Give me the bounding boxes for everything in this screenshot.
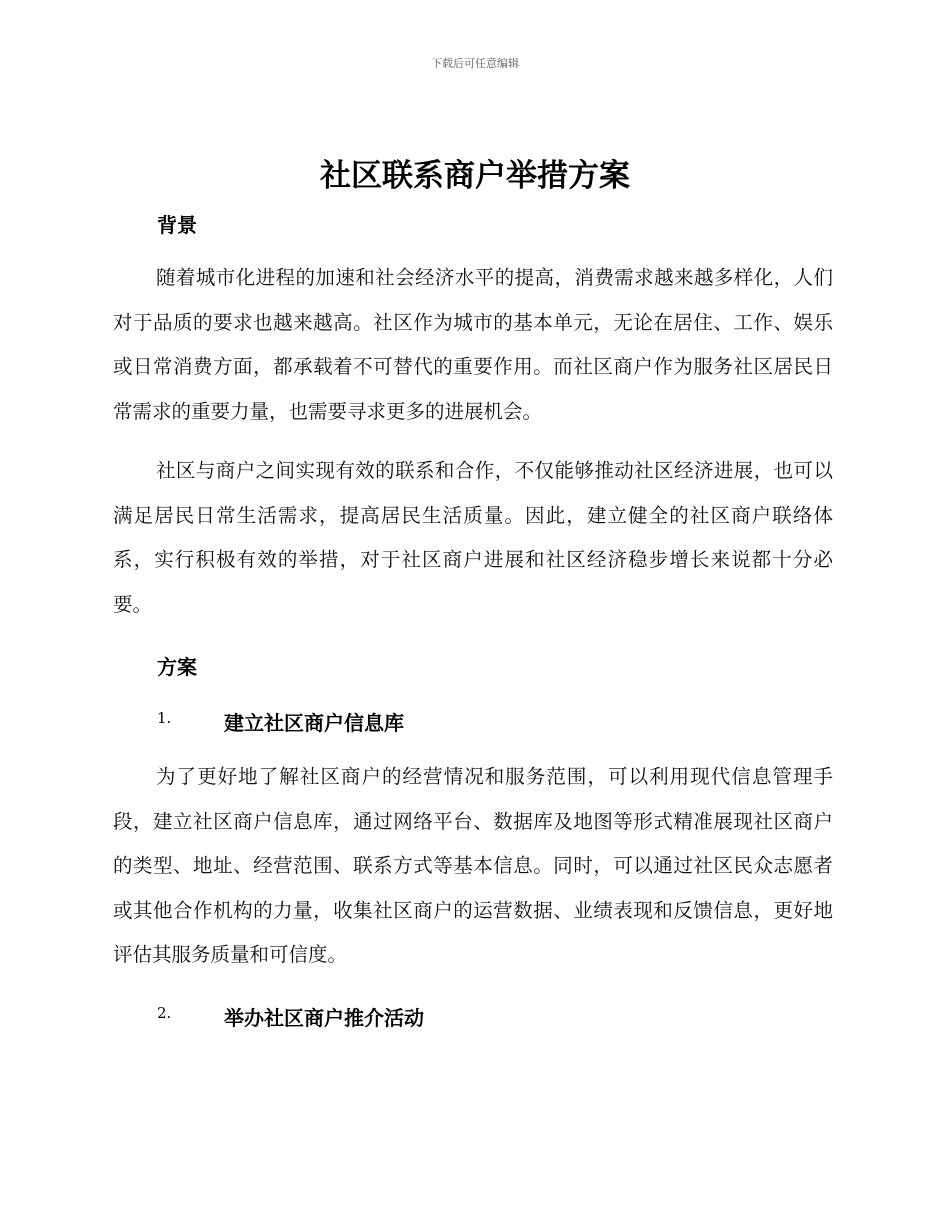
document-title: 社区联系商户举措方案 — [320, 158, 630, 194]
list-item-1-number: 1. — [157, 709, 172, 727]
section-heading-background: 背景 — [157, 213, 197, 237]
list-item-2-title: 举办社区商户推介活动 — [224, 1006, 424, 1030]
section-heading-plan: 方案 — [157, 655, 197, 679]
background-paragraph-2: 社区与商户之间实现有效的联系和合作，不仅能够推动社区经济进展，也可以满足居民日常生活需求，提高居民生活质量。因此，建立健全的社区商户联络体系，实行积极有效的举措，对于社区商户进展和社区经济稳步增长来说都十分必要。 — [113, 459, 833, 616]
list-item-1-title: 建立社区商户信息库 — [224, 711, 404, 735]
list-item-1-paragraph: 为了更好地了解社区商户的经营情况和服务范围，可以利用现代信息管理手段，建立社区商户信息库，通过网络平台、数据库及地图等形式精准展现社区商户的类型、地址、经营范围、联系方式等基本信息。同时，可以通过社区民众志愿者或其他合作机构的力量，收集社区商户的运营数据、业绩表现和反馈信息，更好地评估其服务质量和可信度。 — [113, 765, 833, 966]
background-paragraph-1: 随着城市化进程的加速和社会经济水平的提高，消费需求越来越多样化，人们对于品质的要求也越来越高。社区作为城市的基本单元，无论在居住、工作、娱乐或日常消费方面，都承载着不可替代的重要作用。而社区商户作为服务社区居民日常需求的重要力量，也需要寻求更多的进展机会。 — [113, 266, 833, 423]
list-item-2-heading — [157, 1002, 817, 1030]
list-item-1-heading — [157, 707, 817, 735]
list-item-2-number: 2. — [157, 1004, 172, 1022]
header-note: 下载后可任意编辑 — [431, 57, 519, 70]
